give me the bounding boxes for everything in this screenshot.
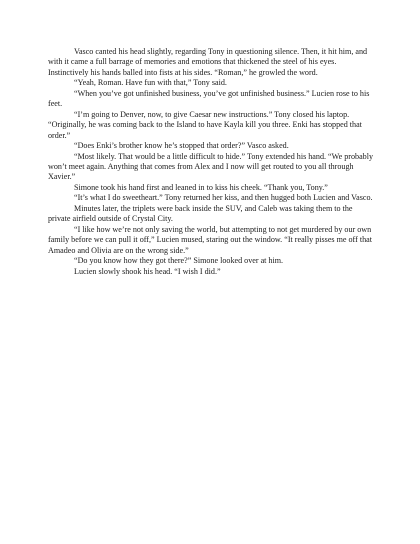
paragraph-4: “I’m going to Denver, now, to give Caesar new instructions.” Tony closed his laptop. “Originally, he was coming back to the Island to have Kayla kill you three. Enki has stopped that order.” bbox=[48, 109, 362, 140]
paragraph-5: “Does Enki’s brother know he’s stopped that order?” Vasco asked. bbox=[74, 141, 289, 151]
paragraph-6: “Most likely. That would be a little difficult to hide.” Tony extended his hand. “We probably won’t meet again. Anything that comes from Alex and I now will get routed to you all through Xavier.” bbox=[48, 151, 374, 182]
paragraph-3: “When you’ve got unfinished business, you’ve got unfinished business.” Lucien rose to his feet. bbox=[48, 88, 370, 109]
paragraph-11: “Do you know how they got there?” Simone looked over at him. bbox=[74, 256, 284, 266]
paragraph-2: “Yeah, Roman. Have fun with that,” Tony said. bbox=[74, 78, 227, 88]
document-page bbox=[48, 47, 375, 277]
paragraph-9: Minutes later, the triplets were back inside the SUV, and Caleb was taking them to the private airfield outside of Crystal City. bbox=[48, 203, 353, 224]
paragraph-1: Vasco canted his head slightly, regarding Tony in questioning silence. Then, it hit him, and with it came a full barrage of memories and emotions that thickened the steel of his eyes. Instinctively his hands balled into fists at his sides. “Roman,” he growled the word. bbox=[48, 47, 368, 77]
paragraph-7: Simone took his hand first and leaned in to kiss his cheek. “Thank you, Tony.” bbox=[74, 182, 328, 192]
paragraph-12: Lucien slowly shook his head. “I wish I did.” bbox=[74, 266, 221, 276]
paragraph-8: “It’s what I do sweetheart.” Tony returned her kiss, and then hugged both Lucien and Vasco. bbox=[74, 193, 373, 203]
paragraph-10: “I like how we’re not only saving the world, but attempting to not get murdered by our own family before we can pull it off,” Lucien mused, staring out the window. “It really pisses me off that Amadeo and Olivia are on the wrong side.” bbox=[48, 224, 372, 255]
